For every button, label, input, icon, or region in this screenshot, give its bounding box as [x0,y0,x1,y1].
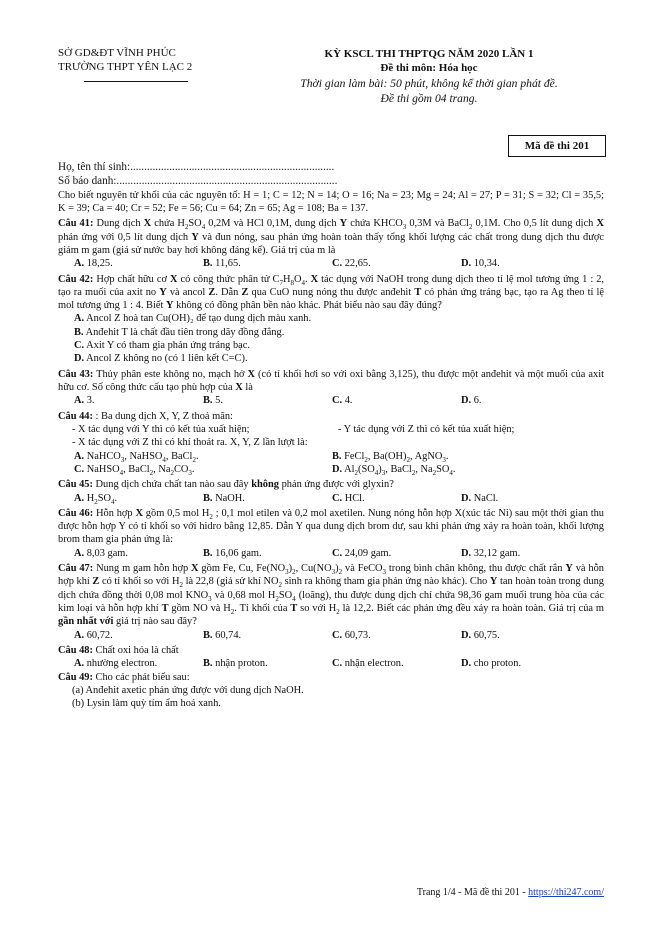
question-49: Câu 49: Cho các phát biểu sau: [58,671,190,683]
option-b: B. 60,74. [203,629,242,641]
statement-a: (a) Anđehit axetic phản ứng được với dung dịch NaOH. [72,684,304,696]
footer-text: Trang 1/4 - Mã đề thi 201 - [416,887,526,898]
option-d: D. 60,75. [461,629,500,641]
option-a: A. Ancol Z hoà tan Cu(OH)₂ để tạo dung dịch màu xanh. [74,313,312,325]
option-a: A. 18,25. [74,258,113,270]
footer-link[interactable]: https://thi247.com/ [528,887,604,898]
question-46: Câu 46: Hỗn hợp X gồm 0,5 mol $H_2$ ; 0,1 mol etilen và 0,2 mol axetilen. Nung nóng hỗn hợp X(xúc tác Ni) sau một thời gian thu được hỗn hợp Y có tỉ khối so với hidro bằng 12,85. Dẫn Y qua dung dịch brom dư, sau khi phản ứng xảy ra hoàn toàn, khối lượng brom tham gia phản ứng là: [58,507,604,546]
question-44-options-ab [58,450,604,463]
option-c: C. 22,65. [332,258,371,270]
question-43-options [58,394,604,407]
department-name: SỞ GD&ĐT VĨNH PHÚC [58,47,176,59]
atomic-masses: Cho biết nguyên tử khối của các nguyên tố: H = 1; C = 12; N = 14; O = 16; Na = 23; Mg = 24; Al = 27; P = 31; S = 32; Cl = 35,5; K = 39; Ca = 40; Cr = 52; Fe = 56; Cu = 64; Zn = 65; Ag = 108; Ba = 137. [58,189,604,214]
option-d: D. 6. [461,395,482,407]
question-47: Câu 47: Nung m gam hỗn hợp X gồm Fe, Cu, $Fe(NO_3)_2$, $Cu(NO_3)_2$ và FeCO$_3$ trong bình chân không, thu được chất rắn Y và hỗn hợp khí Z có tỉ khối so với $H_2$ là 22,8 (giả sử khí $NO_2$ sinh ra không tham gia phản ứng nào khác). Cho Y tan hoàn toàn trong dung dịch chứa đồng thời 0,08 mol $KNO_3$ và 0,68 mol $H_2SO_4$ (loãng), thu được dung dịch chỉ chứa 98,36 gam muối trung hòa của các kim loại và hỗn hợp khí T gồm NO và $H_2$. Tỉ khối của T so với $H_2$ là 12,2. Biết các phản ứng đều xảy ra hoàn toàn. Giá trị của m gần nhất với giá trị nào sau đây? [58,563,605,628]
option-a: A. nhường electron. [74,658,158,670]
question-44-conditions [58,423,604,436]
question-41-options [58,257,604,270]
header-right [254,47,604,106]
option-d: D. 32,12 gam. [461,547,521,559]
question-47-options [58,629,604,642]
header-left [58,47,258,82]
option-c: C. 4. [332,395,353,407]
option-b: B. Anđehit T là chất đầu tiên trong dãy đồng đẳng. [74,326,285,338]
option-b: B. 16,06 gam. [203,547,262,559]
question-41: Câu 41: Dung dịch X chứa $H_2SO_4$ 0,2M và HCl 0,1M, dung dịch Y chứa $KHCO_3$ 0,3M và BaCl$_2$ 0,1M. Cho 0,5 lít dung dịch X phản ứng với 0,5 lít dung dịch Y và đun nóng, sau phản ứng hoàn toàn thấy tổng khối lượng các chất trong dung dịch thu được giảm m gam (giả sử nước bay hơi không đáng kể). Giá trị của m là [58,218,604,256]
option-c: C. 60,73. [332,629,371,641]
condition-1: - X tác dụng với Y thì có kết tủa xuất hiện; [72,423,250,435]
condition-3: - X tác dụng với Z thì có khí thoát ra. X, Y, Z lần lượt là: [72,437,308,449]
option-d: D. NaCl. [461,492,499,504]
option-a: A. 3. [74,395,95,407]
question-48-options [58,657,604,670]
question-label: Câu 41: [58,218,94,230]
candidate-name-line: Họ, tên thí sinh:......................................................................... [58,161,335,173]
option-c: C. HCl. [332,492,365,504]
page-footer [417,887,604,900]
candidate-id-line: Số báo danh:............................................................................... [58,175,338,188]
header-divider [84,81,188,82]
question-44-options-cd [58,463,604,476]
option-c: C. NaHSO$_4$, BaCl$_2$, $Na_2CO_3$. [74,463,195,477]
question-48: Câu 48: Chất oxi hóa là chất [58,644,179,656]
question-45: Câu 45: Dung dịch chứa chất tan nào sau đây không phản ứng được với glyxin? [58,479,394,491]
option-d: D. $Al_2(SO_4)_3$, BaCl$_2$, $Na_2SO_4$. [332,463,456,477]
option-a: A. $H_2SO_4$. [74,492,118,506]
question-45-options [58,492,604,505]
statement-b: (b) Lysin làm quỳ tím ẩm hoá xanh. [72,698,221,710]
option-a: A. NaHCO$_3$, NaHSO$_4$, BaCl$_2$. [74,450,199,464]
option-c: C. nhận electron. [332,658,404,670]
option-b: B. 11,65. [203,258,241,270]
option-c: C. Axit Y có tham gia phản ứng tráng bạc. [74,340,250,352]
exam-body [58,160,604,711]
question-42: Câu 42: Hợp chất hữu cơ X có công thức phân tử $C_7H_8O_4$. X tác dụng với NaOH trong dung dịch theo tỉ lệ mol tương ứng 1 : 2, tạo ra muối của axit no Y và ancol Z. Dẫn Z qua CuO nung nóng thu được anđehit T có phản ứng tráng bạc, tạo ra Ag theo tỉ lệ mol tương ứng 1 : 4. Biết Y không có đồng phân bền nào khác. Phát biểu nào sau đây đúng? [58,273,604,312]
question-44: Câu 44: : Ba dung dịch X, Y, Z thoả mãn: [58,410,233,422]
option-a: A. 8,03 gam. [74,547,128,559]
option-d: D. Ancol Z không no (có 1 liên kết C=C). [74,353,248,365]
option-d: D. cho proton. [461,658,522,670]
exam-subject: Đề thi môn: Hóa học [380,62,478,75]
option-d: D. 10,34. [461,258,500,270]
option-b: B. nhận proton. [203,658,268,670]
question-46-options [58,547,604,560]
exam-pages-note: Đề thi gồm 04 trang. [380,91,478,105]
condition-2: - Y tác dụng với Z thì có kết tủa xuất hiện; [338,423,515,435]
exam-code-box: Mã đề thi 201 [508,135,606,157]
school-name: TRƯỜNG THPT YÊN LẠC 2 [58,60,193,73]
option-b: B. FeCl$_2$, $Ba(OH)_2$, AgNO$_3$. [332,450,449,464]
option-b: B. NaOH. [203,492,245,504]
question-43: Câu 43: Thủy phân este không no, mạch hở X (có tỉ khối hơi so với oxi bằng 3,125), thu được một anđehit và một muối của axit hữu cơ. Số công thức cấu tạo phù hợp của X là [58,368,604,394]
option-b: B. 5. [203,395,223,407]
exam-time-note: Thời gian làm bài: 50 phút, không kể thời gian phát đề. [300,76,558,90]
option-a: A. 60,72. [74,629,113,641]
exam-title: KỲ KSCL THI THPTQG NĂM 2020 LẦN 1 [324,48,534,60]
option-c: C. 24,09 gam. [332,547,392,559]
